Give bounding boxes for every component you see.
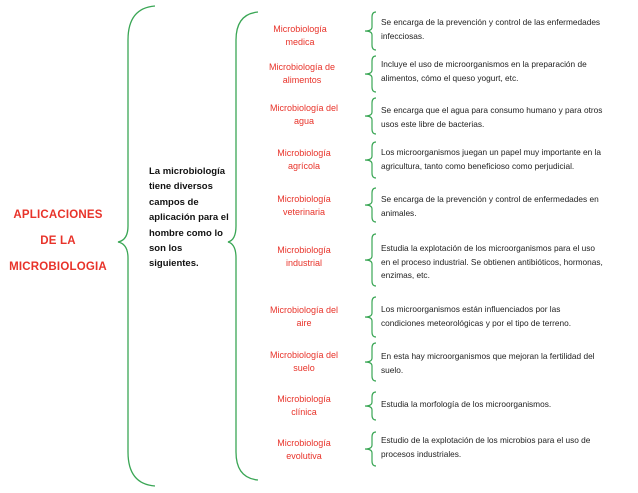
category-description: Estudia la explotación de los microorganismos para el uso en el proceso industrial. Se obtienen antibióticos, hormonas, enzimas, etc. <box>381 243 603 280</box>
category-description: Incluye el uso de microorganismos en la preparación de alimentos, cómo el queso yogurt, etc. <box>381 59 587 83</box>
title-line-2: DE LA <box>40 235 76 247</box>
category-label: Microbiología veterinaria <box>277 194 331 217</box>
item-brace <box>365 392 376 420</box>
category-label: Microbiología industrial <box>277 245 331 268</box>
category-description: Estudia la morfología de los microorganismos. <box>381 399 552 409</box>
category-description: Los microorganismos están influenciados por las condiciones meteorológicas y por el tipo de terreno. <box>381 304 572 328</box>
category-description: Se encarga de la prevención y control de las enfermedades infecciosas. <box>381 17 601 41</box>
item-braces <box>365 12 376 466</box>
item-brace <box>365 343 376 381</box>
category-description: Se encarga de la prevención y control de enfermedades en animales. <box>381 194 599 218</box>
category-label: Microbiología medica <box>273 24 327 47</box>
item-brace <box>365 297 376 337</box>
category-label: Microbiología de alimentos <box>268 62 336 85</box>
category-description: Estudio de la explotación de los microbios para el uso de procesos industriales. <box>381 435 591 459</box>
item-brace <box>365 234 376 286</box>
title-line-1: APLICACIONES <box>13 209 103 221</box>
title-line-3: MICROBIOLOGIA <box>9 261 107 273</box>
category-label: Microbiología clínica <box>277 394 331 417</box>
category-label: Microbiología del agua <box>269 103 339 126</box>
item-brace <box>365 432 376 466</box>
category-label: Microbiología del suelo <box>269 350 339 373</box>
category-description: Los microorganismos juegan un papel muy importante en la agricultura, tanto como beneficioso como perjudicial. <box>381 147 601 171</box>
intro-text: La microbiología tiene diversos campos de aplicación para el hombre como lo son los siguientes. <box>149 166 229 270</box>
category-label: Microbiología del aire <box>269 305 339 328</box>
item-brace <box>365 12 376 50</box>
category-description: En esta hay microorganismos que mejoran la fertilidad del suelo. <box>381 351 595 375</box>
categories-brace <box>228 12 258 480</box>
item-brace <box>365 56 376 92</box>
item-brace <box>365 188 376 222</box>
category-label: Microbiología agrícola <box>277 148 331 171</box>
category-description: Se encarga que el agua para consumo humano y para otros usos este libre de bacterias. <box>381 105 603 129</box>
item-brace <box>365 142 376 178</box>
item-brace <box>365 98 376 134</box>
root-title <box>4 202 112 280</box>
category-label: Microbiología evolutiva <box>277 438 331 461</box>
